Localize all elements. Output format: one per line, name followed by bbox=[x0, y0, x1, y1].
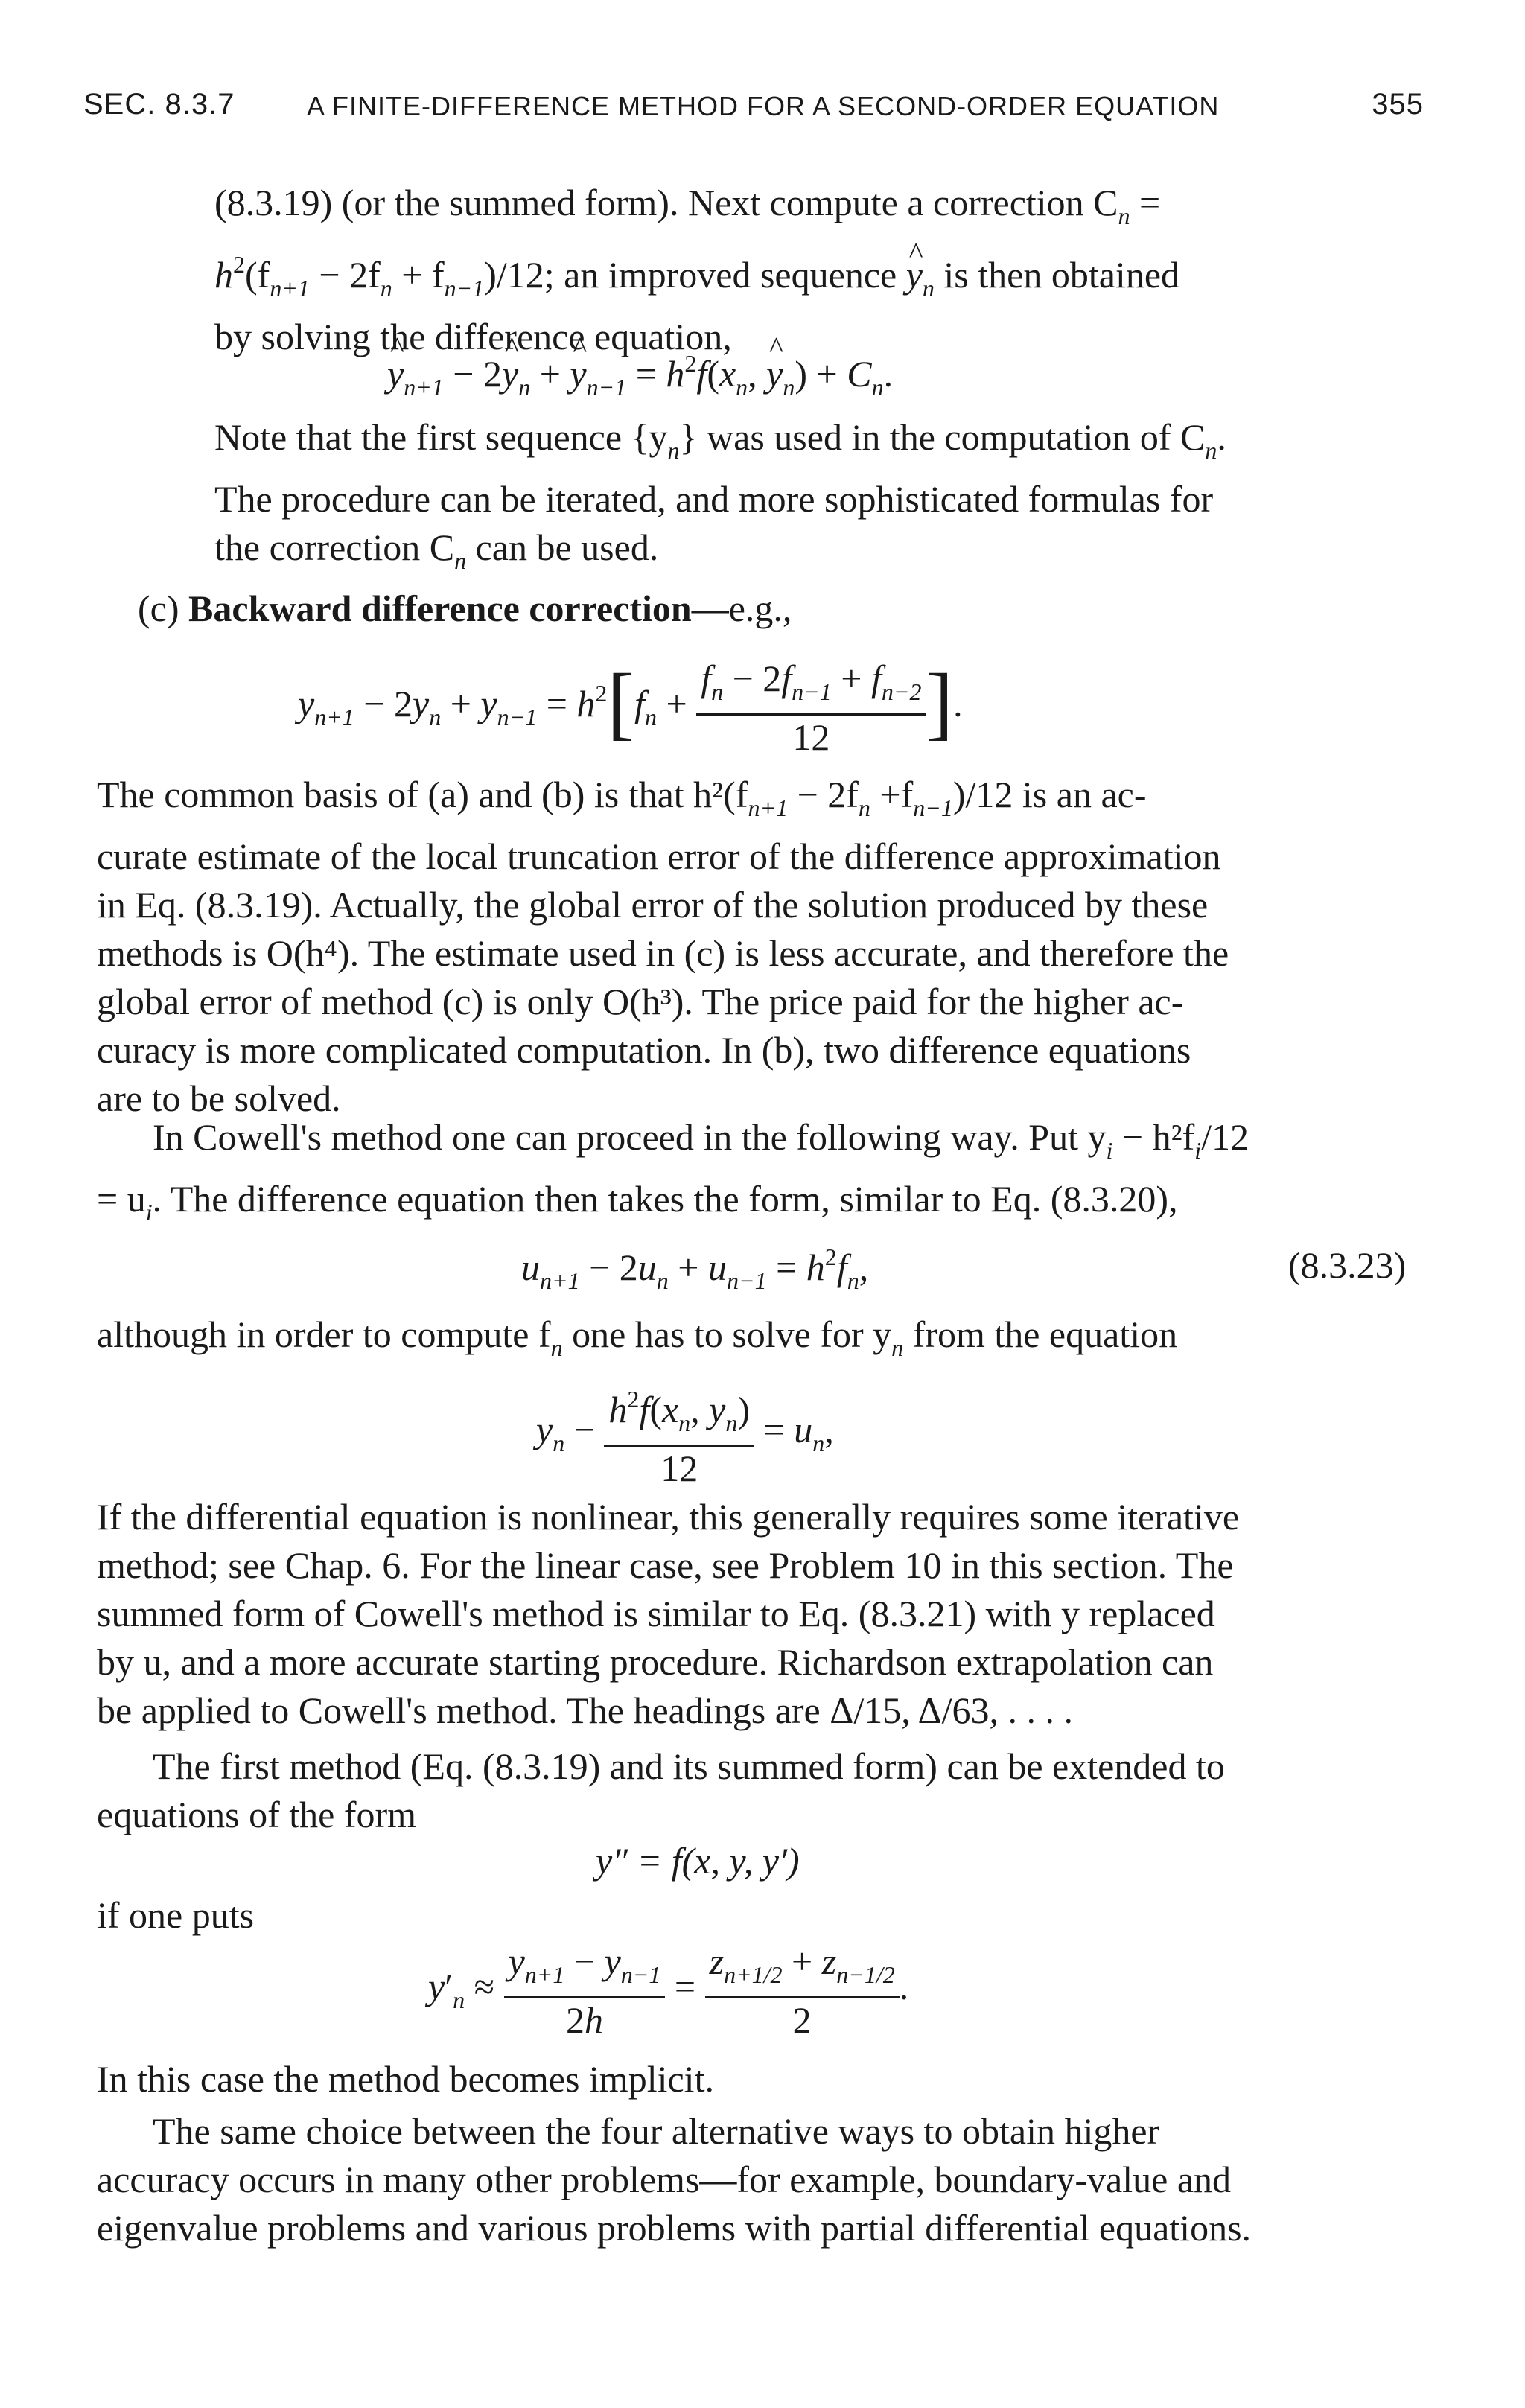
text-line: curacy is more complicated computation. In (b), two difference equations bbox=[97, 1029, 1191, 1071]
text-line: summed form of Cowell's method is similar to Eq. (8.3.21) with y replaced bbox=[97, 1593, 1215, 1634]
text-line: methods is O(h⁴). The estimate used in (c) is less accurate, and therefore the bbox=[97, 932, 1229, 974]
item-heading: Backward difference correction bbox=[188, 587, 692, 629]
text-line: Note that the first sequence $\{y_n\}$ was used in the computation of $C_n$. bbox=[214, 416, 1226, 464]
text-line: eigenvalue problems and various problems with partial differential equations. bbox=[97, 2207, 1252, 2249]
paragraph-extension bbox=[97, 1742, 1422, 1839]
paragraph-if-one-puts bbox=[97, 1891, 1422, 1940]
text-line: be applied to Cowell's method. The headings are Δ/15, Δ/63, . . . . bbox=[97, 1689, 1074, 1731]
text-line: The first method (Eq. (8.3.19) and its summed form) can be extended to bbox=[153, 1745, 1225, 1787]
paragraph-nonlinear bbox=[97, 1493, 1422, 1735]
text-line: although in order to compute $f_n$ one has to solve for $y_n$ from the equation bbox=[97, 1313, 1178, 1361]
equation-derivative-approx: $y'_n$ ≈ $\frac{y_{n+1} - y_{n-1}}{2h}$ = $\frac{z_{n+1/2} + z_{n-1/2}}{2}$ . bbox=[428, 1940, 909, 2041]
text-line: The common basis of (a) and (b) is that $h^2(f_{n+1} - 2f_n +f_{n-1})/12$ is an ac- bbox=[97, 774, 1147, 821]
text-line: In Cowell's method one can proceed in the following way. Put $y_i - h^2f_i/12$ bbox=[153, 1116, 1249, 1164]
equation-backward-difference: $y_{n+1} - 2y_n + y_{n-1} = h^2[f_n$ + $\frac{f_n - 2f_{n-1} + f_{n-2}}{12}$ ]. bbox=[298, 657, 963, 759]
item-c-heading: (c) Backward difference correction—e.g., bbox=[138, 587, 792, 629]
paragraph-compute-fn bbox=[97, 1310, 1422, 1372]
text-line: in Eq. (8.3.19). Actually, the global error of the solution produced by these bbox=[97, 884, 1209, 926]
text-line: = $u_i$. The difference equation then takes the form, similar to Eq. (8.3.20), bbox=[97, 1178, 1178, 1226]
equation-second-order: y″ = f(x, y, y′) bbox=[596, 1840, 800, 1882]
item-label: (c) bbox=[138, 587, 179, 629]
text-line: In this case the method becomes implicit. bbox=[97, 2058, 714, 2100]
chapter-title: A FINITE-DIFFERENCE METHOD FOR A SECOND-ORDER EQUATION bbox=[307, 91, 1220, 121]
text-line: equations of the form bbox=[97, 1794, 417, 1835]
equation-solve-yn: $y_n$ − $\frac{h^2f(x_n, y_n)}{12}$ = $u_n$, bbox=[536, 1377, 834, 1490]
text-line: by u, and a more accurate starting procedure. Richardson extrapolation can bbox=[97, 1641, 1214, 1683]
paragraph-implicit bbox=[97, 2055, 1422, 2103]
text-line: The procedure can be iterated, and more sophisticated formulas for bbox=[214, 478, 1214, 520]
text-line: by solving the difference equation, bbox=[214, 316, 732, 357]
text-line: accuracy occurs in many other problems—for example, boundary-value and bbox=[97, 2159, 1232, 2200]
text-line: the correction $C_n$ can be used. bbox=[214, 526, 659, 574]
text-line: The same choice between the four alternative ways to obtain higher bbox=[153, 2110, 1160, 2152]
equation-improved-sequence: ^ $y_{n+1}$ − 2^ $y_n$ + ^ $y_{n-1} = h^2f(x_n$, ^ $y_n) + C_n$. bbox=[387, 350, 893, 401]
running-head bbox=[83, 88, 1424, 133]
text-line: (8.3.19) (or the summed form). Next compute a correction $C_n$ = bbox=[214, 182, 1161, 229]
equation-8-3-23: $u_{n+1} - 2u_n + u_{n-1} = h^2f_n$, bbox=[521, 1243, 869, 1294]
paragraph-cowell bbox=[97, 1113, 1422, 1237]
text-line: if one puts bbox=[97, 1894, 255, 1936]
text-line: curate estimate of the local truncation error of the difference approximation bbox=[97, 835, 1221, 877]
text-line: are to be solved. bbox=[97, 1077, 341, 1119]
equation-number: (8.3.23) bbox=[1288, 1244, 1407, 1286]
paragraph-same-choice bbox=[97, 2107, 1422, 2252]
text-line: global error of method (c) is only O(h³). The price paid for the higher ac- bbox=[97, 981, 1184, 1022]
text-line: method; see Chap. 6. For the linear case, see Problem 10 in this section. The bbox=[97, 1544, 1234, 1586]
text-line: $h^2(f_{n+1} - 2f_n + f_{n-1})/12$; an improved sequence ^ $y_n$ is then obtained bbox=[214, 241, 1421, 313]
section-number: SEC. 8.3.7 bbox=[83, 88, 235, 121]
text-line: If the differential equation is nonlinear, this generally requires some iterative bbox=[97, 1496, 1240, 1538]
paragraph-common-basis bbox=[97, 771, 1422, 1123]
page-number: 355 bbox=[1372, 88, 1424, 121]
paragraph-note bbox=[214, 413, 1421, 585]
